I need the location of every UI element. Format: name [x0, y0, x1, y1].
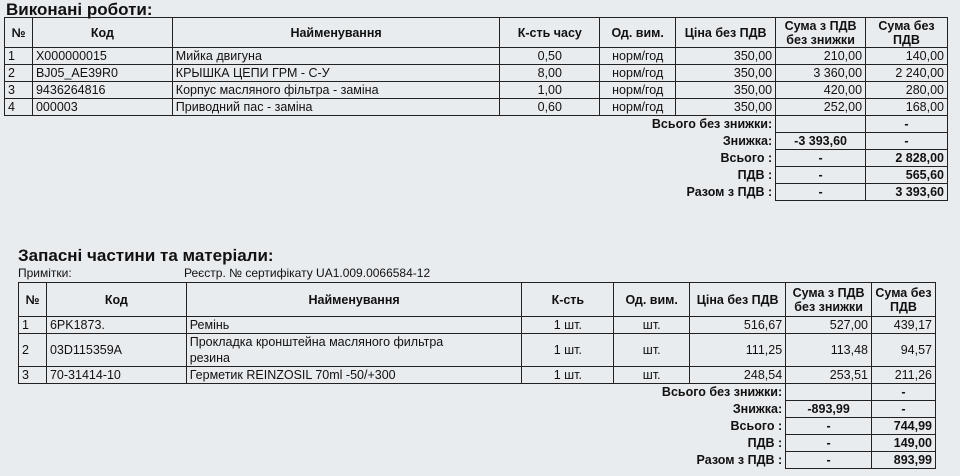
- total-value-no-discount: -: [786, 418, 872, 435]
- total-value: 744,99: [872, 418, 936, 435]
- cell-qty: 1 шт.: [522, 317, 614, 334]
- works-title: Виконані роботи:: [6, 0, 153, 19]
- cell-qty: 1 шт.: [522, 334, 614, 367]
- total-label: Всього без знижки:: [661, 385, 783, 400]
- total-value-no-discount: [776, 116, 866, 133]
- cell-sum: 94,57: [872, 334, 936, 367]
- table-row: [5, 82, 948, 99]
- cell-sum-nd: 252,00: [776, 99, 866, 116]
- total-value: -: [866, 133, 948, 150]
- total-label: ПДВ :: [737, 168, 773, 182]
- total-label: ПДВ :: [747, 436, 783, 450]
- total-label: Всього :: [720, 151, 773, 165]
- header-sum: Сума без ПДВ: [866, 18, 948, 48]
- notes-label: Примітки:: [18, 266, 72, 280]
- total-value-no-discount: -893,99: [786, 401, 872, 418]
- cell-unit: норм/год: [600, 99, 676, 116]
- total-value: 893,99: [872, 452, 936, 469]
- cell-sum-nd: 113,48: [786, 334, 872, 367]
- cell-num: 1: [5, 48, 33, 65]
- cell-qty: 1,00: [500, 82, 600, 99]
- cell-sum: 439,17: [872, 317, 936, 334]
- cell-price: 350,00: [676, 65, 776, 82]
- header-code: Код: [32, 18, 172, 48]
- cell-sum-nd: 210,00: [776, 48, 866, 65]
- cell-price: 248,54: [690, 367, 786, 384]
- table-row: [5, 65, 948, 82]
- cell-name: КРЫШКА ЦЕПИ ГРМ - С-У: [172, 65, 500, 82]
- cell-name: Мийка двигуна: [172, 48, 500, 65]
- cell-sum: 280,00: [866, 82, 948, 99]
- header-qty: К-сть часу: [500, 18, 600, 48]
- total-row: [5, 184, 948, 201]
- total-value: -: [872, 401, 936, 418]
- header-unit: Од. вим.: [600, 18, 676, 48]
- total-value: 149,00: [872, 435, 936, 452]
- cell-code: 9436264816: [32, 82, 172, 99]
- total-label: Всього :: [730, 419, 783, 433]
- header-unit: Од. вим.: [614, 283, 690, 317]
- table-row: [19, 367, 936, 384]
- cell-code: 6PK1873.: [46, 317, 186, 334]
- header-price: Ціна без ПДВ: [690, 283, 786, 317]
- cell-name: Корпус масляного фільтра - заміна: [172, 82, 500, 99]
- table-row: [5, 48, 948, 65]
- cell-num: 3: [5, 82, 33, 99]
- header-qty: К-сть: [522, 283, 614, 317]
- cell-code: BJ05_AE39R0: [32, 65, 172, 82]
- total-value: 2 828,00: [866, 150, 948, 167]
- cell-sum: 211,26: [872, 367, 936, 384]
- cell-name: Ремінь: [186, 317, 522, 334]
- cell-num: 2: [5, 65, 33, 82]
- total-row: [19, 418, 936, 435]
- header-num: №: [19, 283, 47, 317]
- header-name: Найменування: [172, 18, 500, 48]
- total-value-no-discount: [786, 384, 872, 401]
- cell-sum: 140,00: [866, 48, 948, 65]
- cell-price: 350,00: [676, 48, 776, 65]
- total-row: [5, 150, 948, 167]
- notes-text: Реєстр. № сертифікату UA1.009.0066584-12: [184, 266, 431, 280]
- total-label: Всього без знижки:: [651, 117, 773, 132]
- header-price: Ціна без ПДВ: [676, 18, 776, 48]
- cell-num: 1: [19, 317, 47, 334]
- parts-table: [18, 282, 936, 469]
- cell-sum: 168,00: [866, 99, 948, 116]
- cell-sum-nd: 253,51: [786, 367, 872, 384]
- cell-sum: 2 240,00: [866, 65, 948, 82]
- cell-num: 3: [19, 367, 47, 384]
- header-code: Код: [46, 283, 186, 317]
- cell-price: 111,25: [690, 334, 786, 367]
- cell-code: 000003: [32, 99, 172, 116]
- parts-title: Запасні частини та матеріали:: [18, 246, 274, 265]
- cell-price: 350,00: [676, 82, 776, 99]
- total-value-no-discount: -: [776, 150, 866, 167]
- cell-name: Герметик REINZOSIL 70ml -50/+300: [186, 367, 522, 384]
- total-value: -: [866, 116, 948, 133]
- total-value-no-discount: -: [776, 184, 866, 201]
- cell-num: 4: [5, 99, 33, 116]
- cell-qty: 0,60: [500, 99, 600, 116]
- cell-qty: 8,00: [500, 65, 600, 82]
- total-value-no-discount: -: [786, 452, 872, 469]
- cell-sum-nd: 3 360,00: [776, 65, 866, 82]
- cell-name: Прокладка кронштейна масляного фильтра резина: [186, 334, 522, 367]
- header-num: №: [5, 18, 33, 48]
- cell-code: 03D115359A: [46, 334, 186, 367]
- total-row: [5, 116, 948, 133]
- cell-unit: норм/год: [600, 82, 676, 99]
- cell-price: 350,00: [676, 99, 776, 116]
- total-row: [19, 435, 936, 452]
- total-label: Знижка:: [722, 134, 773, 148]
- table-row: [19, 317, 936, 334]
- works-table: [4, 17, 948, 201]
- total-value-no-discount: -: [776, 167, 866, 184]
- cell-code: X000000015: [32, 48, 172, 65]
- cell-qty: 0,50: [500, 48, 600, 65]
- table-row: [5, 99, 948, 116]
- cell-unit: шт.: [614, 317, 690, 334]
- cell-sum-nd: 527,00: [786, 317, 872, 334]
- cell-unit: норм/год: [600, 48, 676, 65]
- header-name: Найменування: [186, 283, 522, 317]
- table-row: [19, 334, 936, 367]
- total-row: [19, 384, 936, 401]
- total-value: 565,60: [866, 167, 948, 184]
- cell-unit: шт.: [614, 367, 690, 384]
- total-row: [5, 133, 948, 150]
- cell-unit: норм/год: [600, 65, 676, 82]
- total-row: [5, 167, 948, 184]
- cell-price: 516,67: [690, 317, 786, 334]
- header-sum-no-discount: Сума з ПДВ без знижки: [786, 283, 872, 317]
- total-value: -: [872, 384, 936, 401]
- cell-unit: шт.: [614, 334, 690, 367]
- total-label: Знижка:: [732, 402, 783, 416]
- cell-name: Приводний пас - заміна: [172, 99, 500, 116]
- cell-sum-nd: 420,00: [776, 82, 866, 99]
- cell-qty: 1 шт.: [522, 367, 614, 384]
- total-label: Разом з ПДВ :: [686, 185, 773, 199]
- cell-code: 70-31414-10: [46, 367, 186, 384]
- total-row: [19, 401, 936, 418]
- cell-num: 2: [19, 334, 47, 367]
- total-value-no-discount: -: [786, 435, 872, 452]
- total-value: 3 393,60: [866, 184, 948, 201]
- total-value-no-discount: -3 393,60: [776, 133, 866, 150]
- total-row: [19, 452, 936, 469]
- header-sum: Сума без ПДВ: [872, 283, 936, 317]
- header-sum-no-discount: Сума з ПДВ без знижки: [776, 18, 866, 48]
- total-label: Разом з ПДВ :: [696, 453, 783, 467]
